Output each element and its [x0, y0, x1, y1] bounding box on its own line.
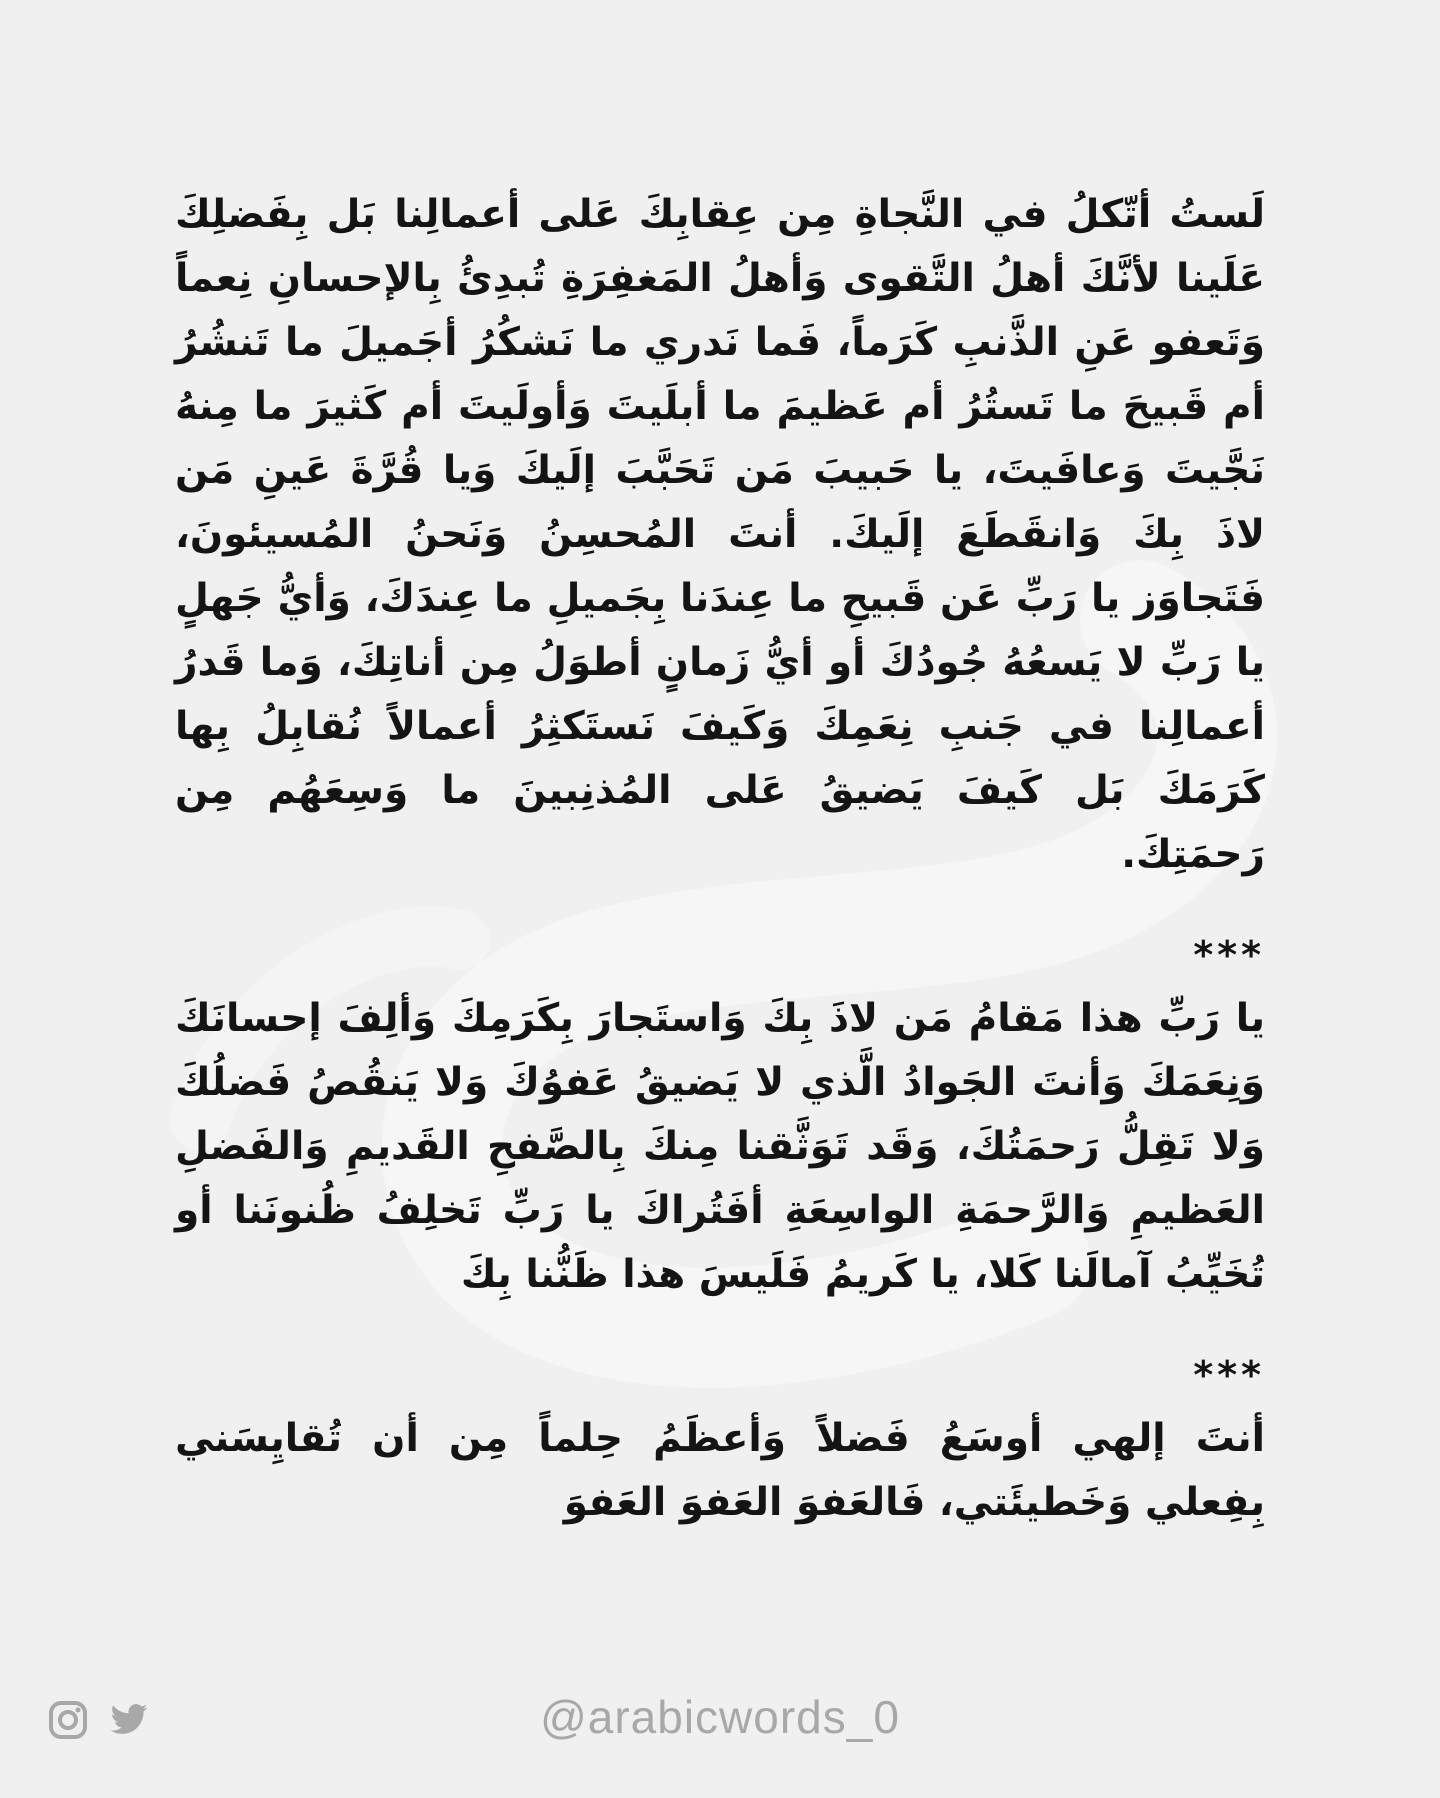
- separator-2: ***: [1193, 1353, 1265, 1397]
- text-content: [175, 183, 1265, 1535]
- paragraph-3: أنتَ إلهي أوسَعُ فَضلاً وَأعظَمُ حِلماً مِن أن تُقايِسَني بِفِعلي وَخَطيئَتي، فَالعَفوَ العَفوَ العَفوَ: [175, 1416, 1265, 1525]
- separator-1: ***: [1193, 933, 1265, 977]
- paragraph-2: يا رَبِّ هذا مَقامُ مَن لاذَ بِكَ وَاستَجارَ بِكَرَمِكَ وَألِفَ إحسانَكَ وَنِعَمَكَ وَأنتَ الجَوادُ الَّذي لا يَضيقُ عَفوُكَ وَلا يَنقُصُ فَضلُكَ وَلا تَقِلُّ رَحمَتُكَ، وَقَد تَوَثَّقنا مِنكَ بِالصَّفحِ القَديمِ وَالفَضلِ العَظيمِ وَالرَّحمَةِ الواسِعَةِ أفَتُراكَ يا رَبِّ تَخلِفُ ظُنونَنا أو تُخَيِّبُ آمالَنا كَلا، يا كَريمُ فَلَيسَ هذا ظَنُّنا بِكَ: [175, 996, 1265, 1297]
- paragraph-1: لَستُ أتّكلُ في النَّجاةِ مِن عِقابِكَ عَلى أعمالِنا بَل بِفَضلِكَ عَلَينا لأنَّكَ أهلُ التَّقوى وَأهلُ المَغفِرَةِ تُبدِئُ بِالإحسانِ نِعماً وَتَعفو عَنِ الذَّنبِ كَرَماً، فَما نَدري ما نَشكُرُ أجَميلَ ما تَنشُرُ أم قَبيحَ ما تَستُرُ أم عَظيمَ ما أبلَيتَ وَأولَيتَ أم كَثيرَ ما مِنهُ نَجَّيتَ وَعافَيتَ، يا حَبيبَ مَن تَحَبَّبَ إلَيكَ وَيا قُرَّةَ عَينِ مَن لاذَ بِكَ وَانقَطَعَ إلَيكَ. أنتَ المُحسِنُ وَنَحنُ المُسيئونَ، فَتَجاوَز يا رَبِّ عَن قَبيحِ ما عِندَنا بِجَميلِ ما عِندَكَ، وَأيُّ جَهلٍ يا رَبِّ لا يَسعُهُ جُودُكَ أو أيُّ زَمانٍ أطوَلُ مِن أناتِكَ، وَما قَدرُ أعمالِنا في جَنبِ نِعَمِكَ وَكَيفَ نَستَكثِرُ أعمالاً نُقابِلُ بِها كَرَمَكَ بَل كَيفَ يَضيقُ عَلى المُذنِبينَ ما وَسِعَهُم مِن رَحمَتِكَ.: [175, 192, 1265, 877]
- account-handle[interactable]: @arabicwords_0: [540, 1691, 900, 1743]
